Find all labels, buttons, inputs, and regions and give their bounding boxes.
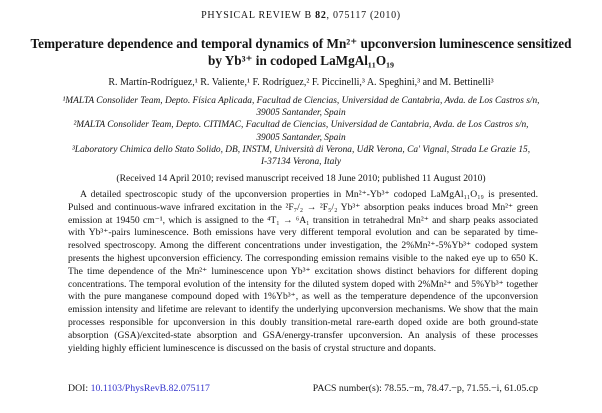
received-line: (Received 14 April 2010; revised manuscript received 18 June 2010; published 11 August 2010) <box>116 173 486 184</box>
affiliation-1-line2: 39005 Santander, Spain <box>256 108 346 119</box>
paper-title-line2: by Yb³⁺ in codoped LaMgAl₁₁O₁₉ <box>208 52 394 68</box>
journal-header <box>0 10 602 21</box>
pacs-numbers: PACS number(s): 78.55.−m, 78.47.−p, 71.55.−i, 61.05.cp <box>312 383 538 394</box>
doi-link[interactable]: 10.1103/PhysRevB.82.075117 <box>90 383 210 394</box>
affiliation-3-line2: I-37134 Verona, Italy <box>260 157 342 168</box>
affiliations-block <box>0 95 602 168</box>
journal-name: PHYSICAL REVIEW B <box>201 10 316 21</box>
affiliation-2-line1: ²MALTA Consolider Team, Depto. CITIMAC, Facultad de Ciencias, Universidad de Cantabria, Avda. de Los Castros s/n, <box>73 120 529 131</box>
paper-title <box>8 36 594 69</box>
affiliation-3-line1: ³Laboratory Chimica dello Stato Solido, DB, INSTM, Università di Verona, UdR Verona, Ca' Vignal, Strada Le Grazie 15, <box>71 144 531 155</box>
doi-pacs-row <box>68 383 538 394</box>
abstract-paragraph: A detailed spectroscopic study of the upconversion properties in Mn²⁺-Yb³⁺ codoped LaMgAl₁₁O₁₉ is presented. Pulsed and continuous-wave infrared excitation in the ²F₇/₂ → ²F₅/₂ Yb³⁺ absorption peaks induces broad Mn²⁺ green emission at 19450 cm⁻¹, which is assigned to the ⁴T₁ → ⁶A₁ transition in tetrahedral Mn²⁺ and sharp peaks associated with Yb³⁺-pairs luminescence. Both emissions have very different temporal evolution and can be separated by time-resolved spectroscopy. Among the different concentrations under investigation, the 2%Mn²⁺-5%Yb³⁺ codoped system presents the highest upconversion efficiency. The corresponding emission remains visible to the naked eye up to 650 K. The time dependence of the Mn²⁺ luminescence upon Yb³⁺ excitation shows distinct behaviors for different doping concentrations. The temporal evolution of the intensity for the diluted system doped with 2%Mn²⁺ and 5%Yb³⁺ together with the pure manganese compound doped with 1%Yb³⁺, as well as the temperature dependence of the upconversion emission intensity and lifetime are relevant to identify the underlying upconversion mechanisms. We show that the main processes responsible for upconversion in this doubly transition-metal rare-earth doped oxide are both ground-state absorption (GSA)/excited-state absorption and GSA/energy-transfer upconversion. An analysis of these processes yielding highly efficient luminescence is discussed on the basis of crystal structure and dopants. <box>68 189 538 354</box>
journal-issue-info: , 075117 (2010) <box>326 10 401 21</box>
paper-title-line1: Temperature dependence and temporal dynamics of Mn²⁺ upconversion luminescence sensitized <box>30 36 572 51</box>
affiliation-1-line1: ¹MALTA Consolider Team, Depto. Física Aplicada, Facultad de Ciencias, Universidad de Cantabria, Avda. de Los Castros s/n, <box>62 96 540 106</box>
authors-line: R. Martín-Rodríguez,¹ R. Valiente,¹ F. Rodríguez,² F. Piccinelli,³ A. Speghini,³ and M. Bettinelli³ <box>108 77 494 88</box>
affiliation-2-line2: 39005 Santander, Spain <box>256 132 346 143</box>
journal-volume: 82 <box>315 10 327 21</box>
doi-container <box>68 383 210 394</box>
doi-label: DOI: <box>68 383 89 394</box>
